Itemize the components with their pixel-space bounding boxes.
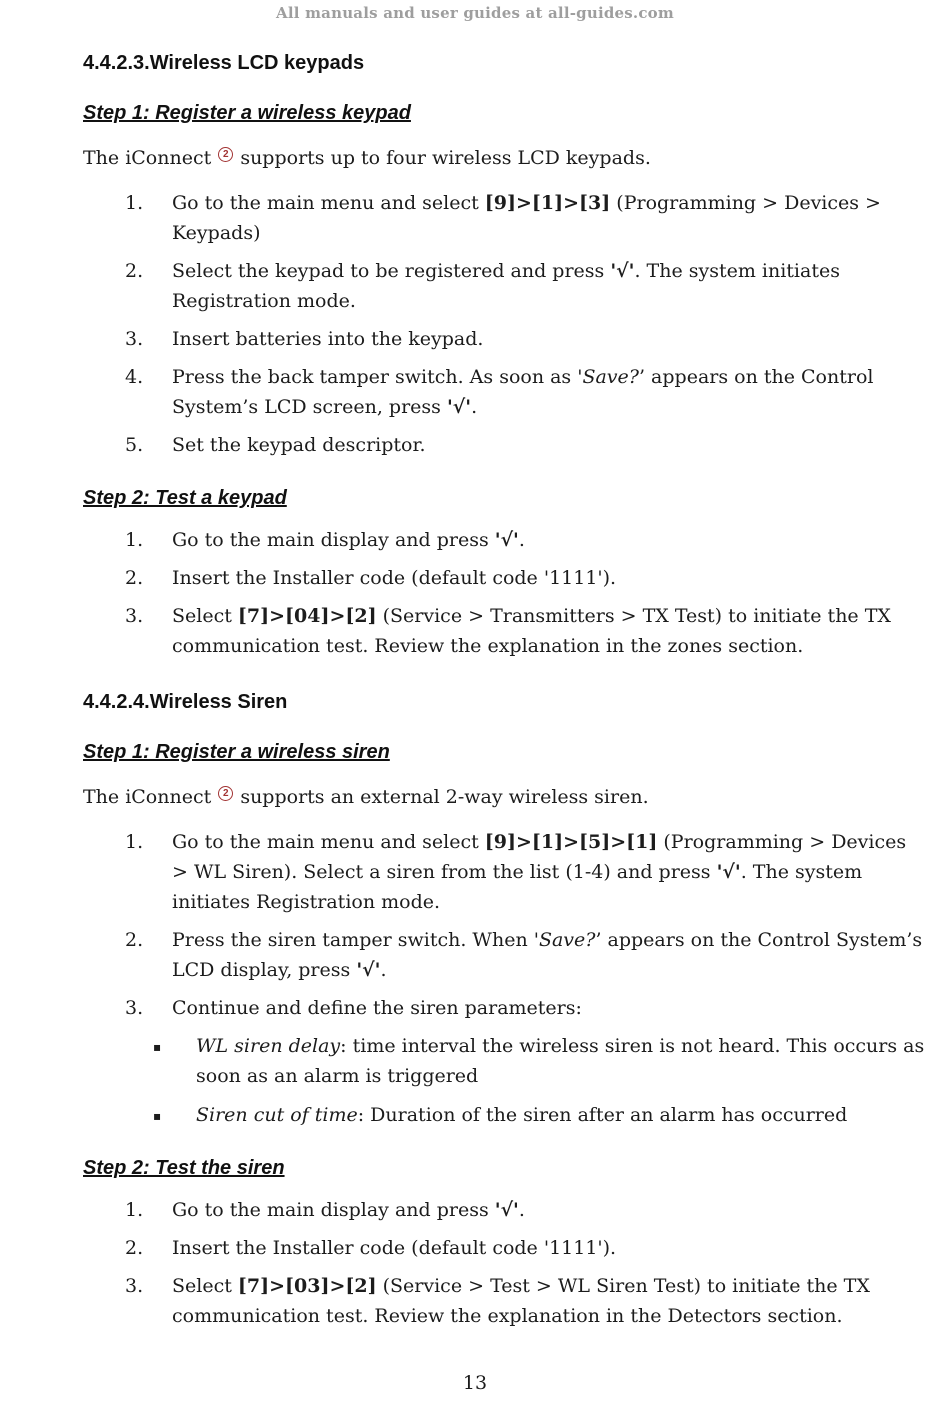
intro-paragraph-siren (83, 782, 928, 812)
siren-test-steps (83, 1195, 928, 1331)
text-segment: : Duration of the siren after an alarm has occurred (357, 1104, 848, 1126)
siren-register-steps (83, 827, 928, 1023)
text-segment: ’ appears on the Control System’s LCD display, press (172, 929, 923, 981)
list-item (83, 563, 928, 593)
text-segment: . (471, 396, 478, 418)
text-segment: '√' (494, 529, 519, 551)
text-segment: [7]>[03]>[2] (237, 1275, 377, 1297)
text-segment: The iConnect (83, 786, 218, 808)
list-item (83, 1233, 928, 1263)
iconnect-badge-icon: 2 (218, 147, 233, 162)
list-item (83, 525, 928, 555)
page-number: 13 (462, 1372, 488, 1394)
text-segment: ’ appears on the Control System’s LCD screen, press (172, 366, 874, 418)
step-heading-test-siren: Step 2: Test the siren (83, 1157, 285, 1179)
list-item (83, 601, 928, 661)
siren-parameters-list (83, 1031, 928, 1130)
list-item (83, 925, 928, 985)
section-heading-wireless-siren: 4.4.2.4.Wireless Siren (83, 691, 288, 713)
text-segment: . The system initiates Registration mode. (172, 260, 840, 312)
watermark-header: All manuals and user guides at all-guides.com (276, 4, 674, 22)
text-segment: Go to the main menu and select (172, 192, 485, 214)
text-segment: The iConnect (83, 147, 218, 169)
text-segment: '√' (610, 260, 635, 282)
text-segment: Go to the main display and press (172, 529, 495, 551)
list-item (83, 1271, 928, 1331)
text-segment: . The system initiates Registration mode. (172, 861, 863, 913)
list-item (83, 827, 928, 917)
text-segment: Select (172, 1275, 238, 1297)
text-segment: Insert the Installer code (default code '1111'). (172, 567, 617, 589)
text-segment: Save? (582, 366, 639, 388)
step-heading-test-keypad: Step 2: Test a keypad (83, 487, 287, 509)
text-segment: (Programming > Devices > WL Siren). Select a siren from the list (1-4) and press (172, 831, 907, 883)
text-segment: supports an external 2-way wireless siren. (234, 786, 649, 808)
text-segment: . (518, 1199, 525, 1221)
text-segment: '√' (446, 396, 472, 418)
keypad-test-steps (83, 525, 928, 661)
step-heading-register-siren: Step 1: Register a wireless siren (83, 741, 390, 763)
text-segment: Insert the Installer code (default code '1111'). (172, 1237, 617, 1259)
text-segment: '√' (356, 959, 381, 981)
text-segment: . (380, 959, 387, 981)
text-segment: Select (172, 605, 238, 627)
text-segment: Siren cut of time (196, 1104, 358, 1126)
keypad-register-steps (83, 188, 928, 460)
text-segment: (Service > Test > WL Siren Test) to initiate the TX communication test. Review the explanation in the Detectors section. (172, 1275, 870, 1327)
list-item (83, 324, 928, 354)
text-segment: [9]>[1]>[3] (484, 192, 611, 214)
step-heading-register-keypad: Step 1: Register a wireless keypad (83, 102, 411, 124)
intro-paragraph-keypads (83, 143, 928, 173)
section-heading-wireless-lcd-keypads: 4.4.2.3.Wireless LCD keypads (83, 52, 365, 74)
text-segment: . (518, 529, 525, 551)
page-content (0, 52, 950, 1331)
text-segment: Press the back tamper switch. As soon as ' (172, 366, 583, 388)
list-item (83, 362, 928, 422)
text-segment: : time interval the wireless siren is not heard. This occurs as soon as an alarm is triggered (196, 1035, 925, 1087)
text-segment: Select the keypad to be registered and press (172, 260, 611, 282)
text-segment: '√' (716, 861, 741, 883)
text-segment: Insert batteries into the keypad. (172, 328, 484, 350)
iconnect-badge-icon: 2 (218, 786, 233, 801)
text-segment: supports up to four wireless LCD keypads. (234, 147, 651, 169)
list-item (83, 1195, 928, 1225)
text-segment: Go to the main display and press (172, 1199, 495, 1221)
text-segment: '√' (494, 1199, 519, 1221)
list-item (83, 188, 928, 248)
list-item (83, 1031, 928, 1091)
text-segment: (Programming > Devices > Keypads) (172, 192, 881, 244)
text-segment: (Service > Transmitters > TX Test) to initiate the TX communication test. Review the explanation in the zones section. (172, 605, 891, 657)
text-segment: [9]>[1]>[5]>[1] (484, 831, 658, 853)
text-segment: [7]>[04]>[2] (237, 605, 377, 627)
list-item (83, 993, 928, 1023)
list-item (83, 1100, 928, 1130)
list-item (83, 430, 928, 460)
text-segment: Press the siren tamper switch. When ' (172, 929, 539, 951)
text-segment: Save? (538, 929, 596, 951)
list-item (83, 256, 928, 316)
text-segment: WL siren delay (196, 1035, 341, 1057)
text-segment: Continue and define the siren parameters: (172, 997, 582, 1019)
text-segment: Set the keypad descriptor. (172, 434, 426, 456)
text-segment: Go to the main menu and select (172, 831, 485, 853)
